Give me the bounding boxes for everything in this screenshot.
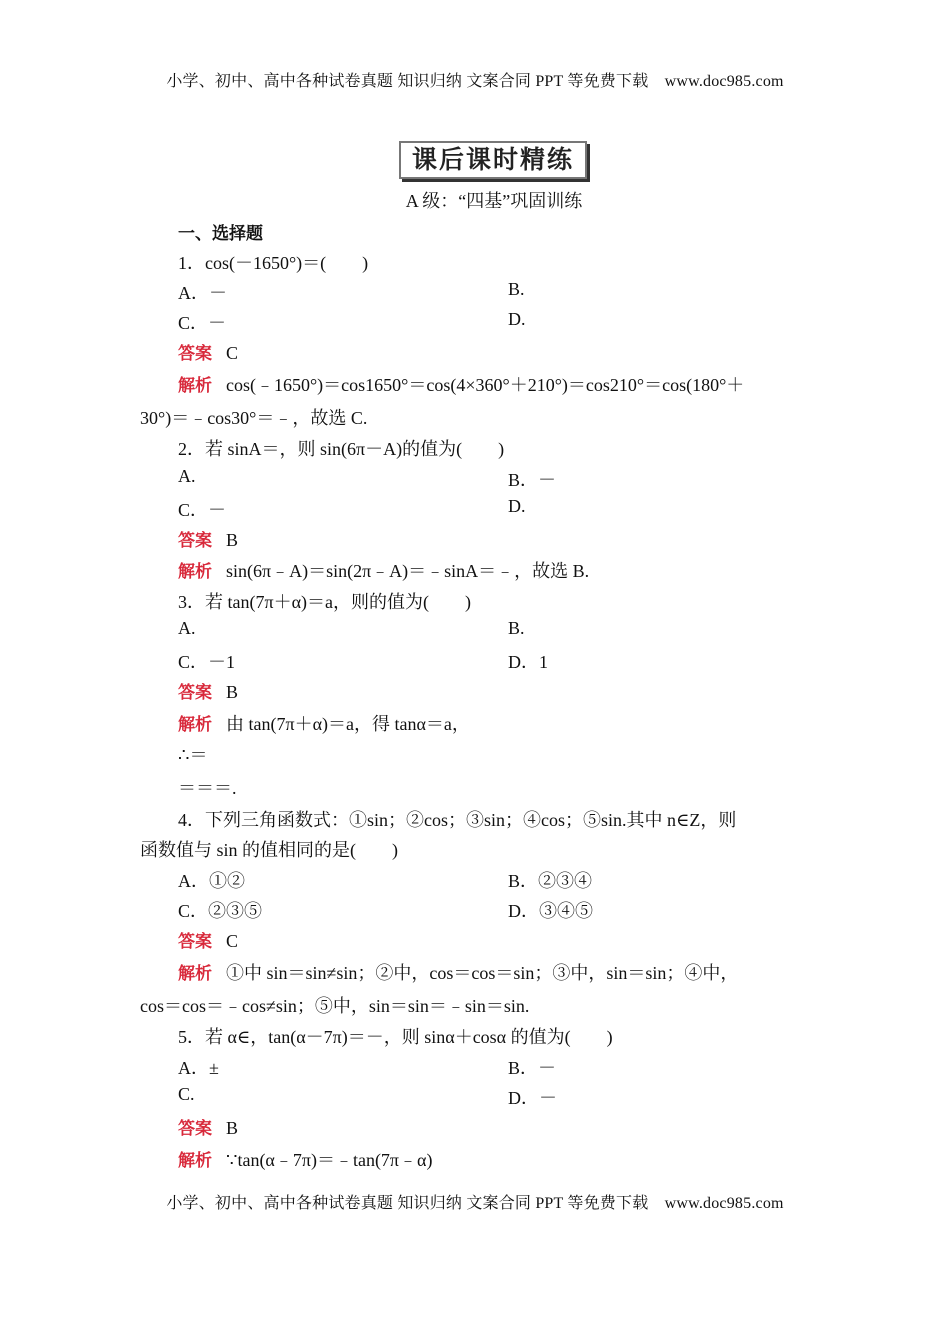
q5-option-a: A．± — [178, 1058, 219, 1078]
q4-option-a: A．①② — [178, 871, 245, 891]
analysis-label: 解析 — [178, 376, 212, 396]
q1-answer-value: C — [226, 343, 239, 363]
level-heading: A 级：“四基”巩固训练 — [405, 191, 583, 211]
q4-analysis-line1: ①中 sin＝sin≠sin；②中，cos＝cos＝sin；③中，sin＝sin；④中， — [226, 963, 739, 983]
q4-answer — [178, 927, 238, 952]
q2-option-d: D. — [508, 496, 526, 516]
q1-option-b: B. — [508, 279, 525, 299]
q5-analysis — [178, 1146, 432, 1172]
q1-analysis-line2: 30°)＝﹣cos30°＝﹣，故选 C. — [140, 408, 368, 428]
q2-answer — [178, 526, 238, 551]
q5-option-d: D．－ — [508, 1088, 557, 1108]
q5-answer-value: B — [226, 1118, 239, 1138]
q5-option-b: B．－ — [508, 1058, 557, 1078]
analysis-label: 解析 — [178, 715, 212, 735]
q1-analysis — [178, 371, 744, 397]
q4-option-d: D．③④⑤ — [508, 901, 593, 921]
q3-stem: 3．若 tan(7π＋α)＝a，则的值为( ) — [178, 592, 471, 612]
q3-answer-value: B — [226, 682, 239, 702]
q4-option-b: B．②③④ — [508, 871, 593, 891]
section-heading: 一、选择题 — [178, 224, 263, 244]
q3-analysis — [178, 710, 470, 736]
q3-option-d: D．1 — [508, 652, 548, 672]
q1-stem: 1．cos(－1650°)＝( ) — [178, 253, 369, 273]
q5-analysis-line1: ∵tan(α﹣7π)＝﹣tan(7π﹣α) — [226, 1150, 433, 1170]
q1-analysis-line1: cos(﹣1650°)＝cos1650°＝cos(4×360°＋210°)＝cos210°＝cos(180°＋ — [226, 375, 745, 395]
page-footer: 小学、初中、高中各种试卷真题 知识归纳 文案合同 PPT 等免费下载 www.doc985.com — [166, 1195, 784, 1212]
q4-analysis-line2: cos＝cos＝﹣cos≠sin；⑤中，sin＝sin＝﹣sin＝sin. — [140, 996, 530, 1016]
q1-option-d: D. — [508, 309, 526, 329]
q4-answer-value: C — [226, 931, 239, 951]
q3-analysis-line1: 由 tan(7π＋α)＝a，得 tanα＝a， — [226, 714, 470, 734]
q3-option-b: B. — [508, 618, 525, 638]
q5-option-c: C. — [178, 1084, 195, 1104]
q2-answer-value: B — [226, 530, 239, 550]
analysis-label: 解析 — [178, 964, 212, 984]
q5-answer — [178, 1114, 238, 1139]
page-header: 小学、初中、高中各种试卷真题 知识归纳 文案合同 PPT 等免费下载 www.doc985.com — [166, 73, 784, 90]
answer-label: 答案 — [178, 1119, 212, 1139]
q2-stem: 2．若 sinA＝，则 sin(6π－A)的值为( ) — [178, 439, 505, 459]
q5-stem: 5．若 α∈，tan(α－7π)＝－，则 sinα＋cosα 的值为( ) — [178, 1027, 613, 1047]
q2-option-b: B．－ — [508, 470, 557, 490]
q3-option-c: C．－1 — [178, 652, 236, 672]
q2-option-a: A. — [178, 466, 196, 486]
answer-label: 答案 — [178, 932, 212, 952]
q4-option-c: C．②③⑤ — [178, 901, 263, 921]
answer-label: 答案 — [178, 344, 212, 364]
answer-label: 答案 — [178, 683, 212, 703]
analysis-label: 解析 — [178, 1151, 212, 1171]
section-title: 课后课时精练 — [411, 145, 574, 174]
q3-analysis-line2: ∴＝ — [178, 745, 208, 765]
section-title-box — [399, 141, 587, 179]
q1-option-a: A．－ — [178, 283, 227, 303]
q4-stem-line2: 函数值与 sin 的值相同的是( ) — [140, 840, 398, 860]
q2-analysis-line1: sin(6π﹣A)＝sin(2π﹣A)＝﹣sinA＝﹣，故选 B. — [226, 561, 590, 581]
q4-stem-line1: 4．下列三角函数式：①sin；②cos；③sin；④cos；⑤sin.其中 n∈Z，则 — [178, 810, 737, 830]
q3-option-a: A. — [178, 618, 196, 638]
q1-answer — [178, 339, 238, 364]
q2-option-c: C．－ — [178, 500, 227, 520]
q4-analysis — [178, 959, 738, 985]
answer-label: 答案 — [178, 531, 212, 551]
q3-answer — [178, 678, 238, 703]
q3-analysis-line3: ＝＝＝. — [178, 778, 237, 798]
q2-analysis — [178, 557, 589, 583]
q1-option-c: C．－ — [178, 313, 227, 333]
analysis-label: 解析 — [178, 562, 212, 582]
